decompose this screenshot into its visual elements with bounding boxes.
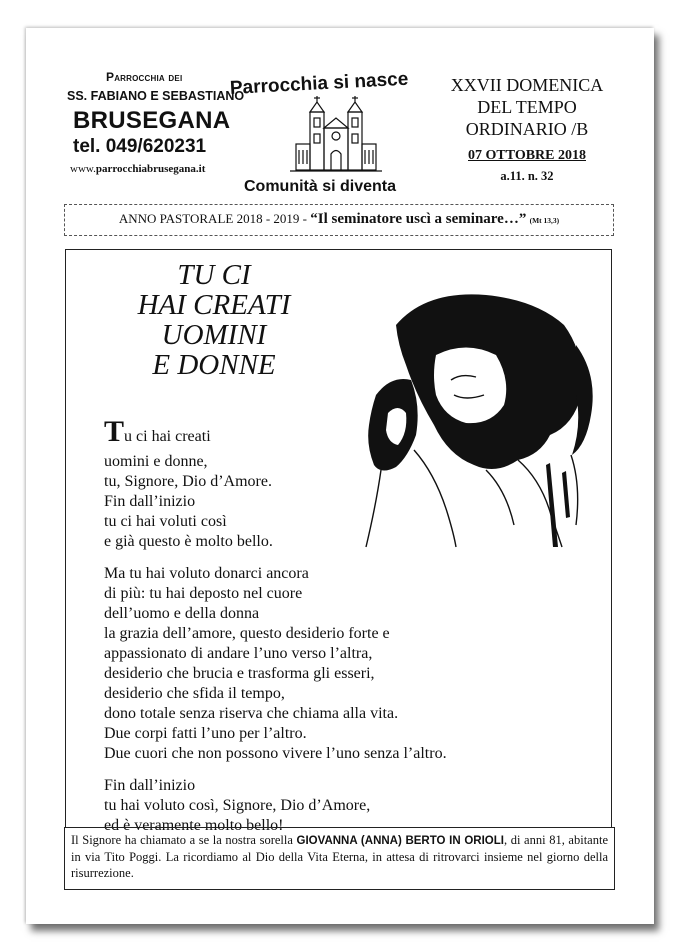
sunday-line-1: XXVII DOMENICA <box>450 75 604 95</box>
sunday-line-3: ORDINARIO /B <box>465 119 589 139</box>
poem-line: e già questo è molto bello. <box>104 533 273 550</box>
motto-bottom: Comunità si diventa <box>244 178 397 195</box>
poem-line: dono totale senza riserva che chiama alla vita. <box>104 705 399 722</box>
bulletin-page <box>26 28 654 924</box>
poem-title-line: TU CI <box>177 259 251 291</box>
liturgical-sunday <box>446 74 608 140</box>
obituary-details: , di anni 81, abitante in via Tito Poggi. La ricordiamo al Dio della Vita Eterna, in attesa di ritrovarci insieme nel giorno della risurrezione. <box>71 833 608 880</box>
obituary-intro: Il Signore ha chiamato a se la nostra sorella <box>71 833 297 847</box>
poem-line: ed è veramente molto bello! <box>104 817 284 834</box>
parish-label: Parrocchia dei <box>106 70 183 84</box>
church-icon <box>290 94 382 176</box>
poem-line: Fin dall’inizio <box>104 493 196 510</box>
poem-line: Due cuori che non possono vivere l’uno senza l’altro. <box>104 745 447 762</box>
obituary-text <box>71 832 608 881</box>
poem-title-line: E DONNE <box>152 349 276 381</box>
parish-phone: tel. 049/620231 <box>73 136 207 157</box>
poem-line: desiderio che brucia e trasforma gli esseri, <box>104 665 375 682</box>
sunday-line-2: DEL TEMPO <box>477 97 577 117</box>
issue-number: a.11. n. 32 <box>500 169 554 183</box>
deceased-surname: BERTO IN ORIOLI <box>405 835 504 847</box>
poem-line: Due corpi fatti l’uno per l’altro. <box>104 725 307 742</box>
website-prefix: www. <box>70 163 96 175</box>
poem-dropcap: T <box>104 415 125 448</box>
poem-line: dell’uomo e della donna <box>104 605 260 622</box>
pastoral-year-banner <box>64 204 614 236</box>
motto-top: Parrocchia si nasce <box>229 68 409 99</box>
poem-line: di più: tu hai deposto nel cuore <box>104 585 303 602</box>
parish-website[interactable] <box>70 163 205 175</box>
poem-title <box>114 260 314 380</box>
banner-theme: “Il seminatore uscì a seminare…” <box>310 211 527 227</box>
poem-line: la grazia dell’amore, questo desiderio forte e <box>104 625 390 642</box>
poem-line: u ci hai creati <box>124 428 211 445</box>
poem-line: tu hai voluto così, Signore, Dio d’Amore, <box>104 797 371 814</box>
poem-line: uomini e donne, <box>104 453 208 470</box>
poem-title-line: HAI CREATI <box>137 289 291 321</box>
obituary-notice <box>64 827 615 890</box>
poem-line: appassionato di andare l’uno verso l’altra, <box>104 645 373 662</box>
poem-title-line: UOMINI <box>161 319 267 351</box>
issue-date: 07 OTTOBRE 2018 <box>468 148 586 163</box>
parish-name: BRUSEGANA <box>73 107 231 134</box>
poem-line: Ma tu hai voluto donarci ancora <box>104 565 309 582</box>
couple-illustration <box>336 285 598 550</box>
poem-line: desiderio che sfida il tempo, <box>104 685 285 702</box>
banner-prefix: ANNO PASTORALE 2018 - 2019 - <box>118 211 311 226</box>
parish-saints: SS. FABIANO E SEBASTIANO <box>67 89 245 103</box>
poem-box <box>65 249 612 834</box>
banner-reference: (Mt 13,3) <box>529 216 560 225</box>
poem-line: tu, Signore, Dio d’Amore. <box>104 473 272 490</box>
poem-line: tu ci hai voluti così <box>104 513 227 530</box>
website-domain: parrocchiabrusegana.it <box>95 163 206 175</box>
poem-line: Fin dall’inizio <box>104 777 196 794</box>
poem-first-line <box>104 415 211 449</box>
deceased-first-name: GIOVANNA (ANNA) <box>296 835 402 847</box>
